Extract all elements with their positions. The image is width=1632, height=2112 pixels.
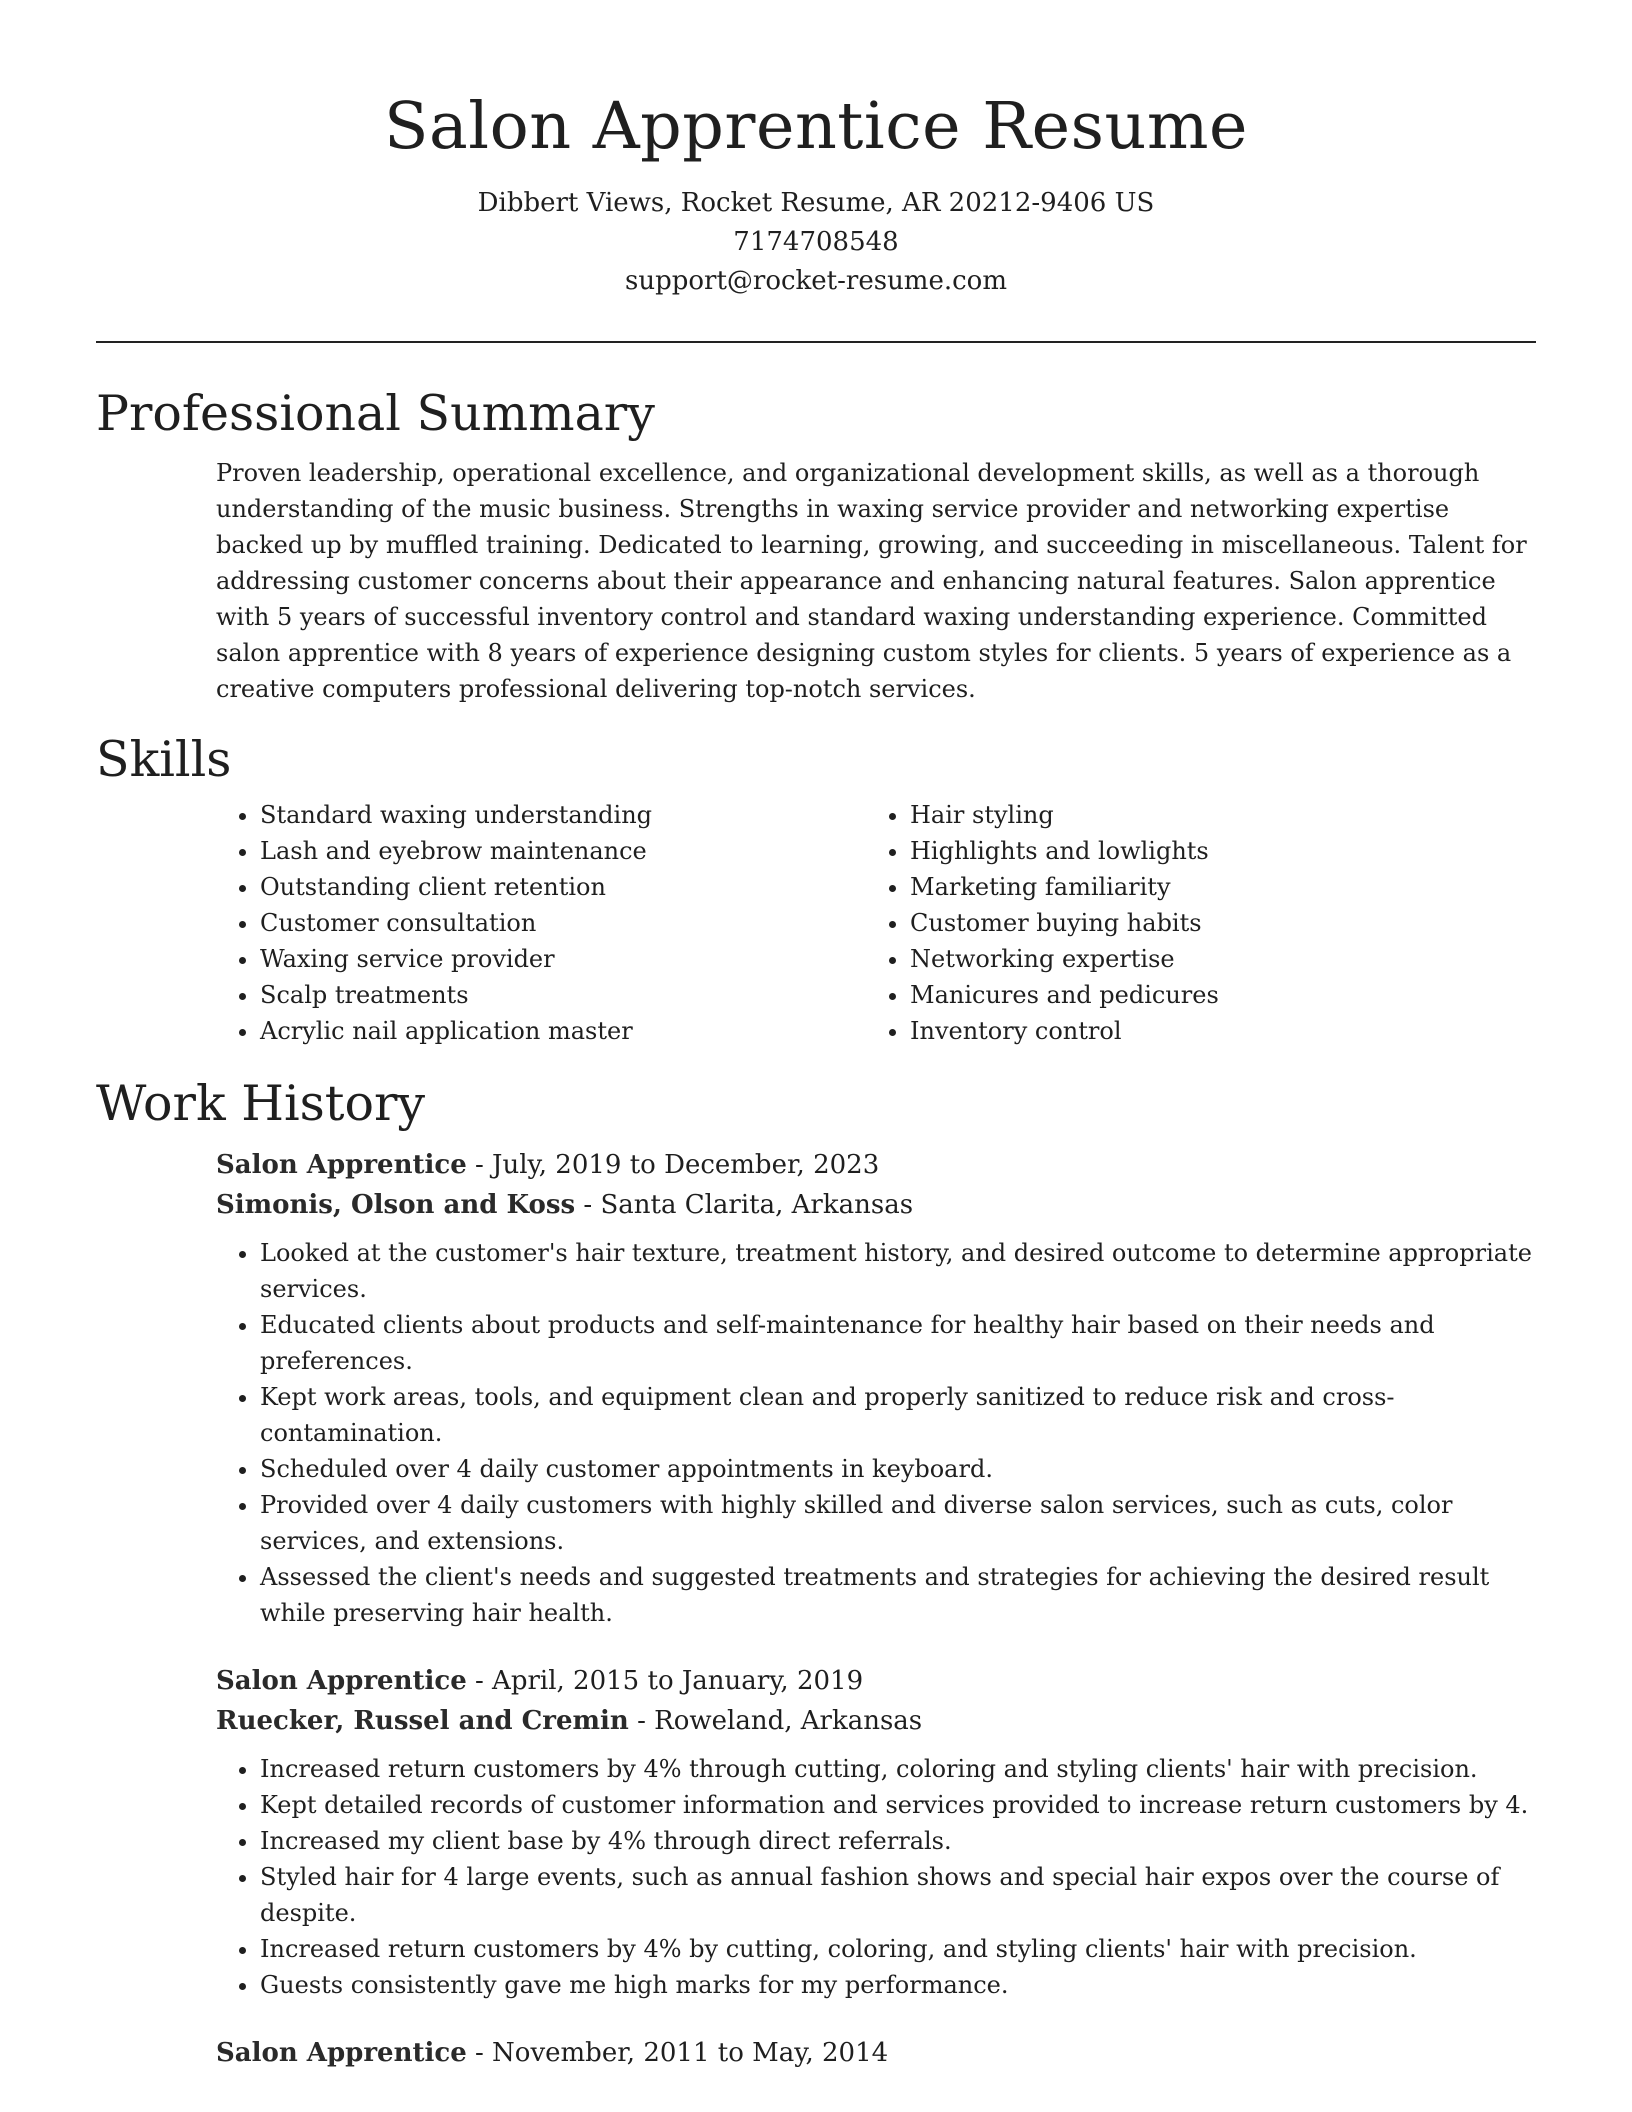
contact-address: Dibbert Views, Rocket Resume, AR 20212-9406 US [477,188,1155,218]
job-entry [216,1145,1536,1631]
job-bullet: • Increased return customers by 4% through cutting, coloring and styling clients' hair with precision. [260,1751,1536,1787]
skill-item: • Waxing service provider [260,941,866,977]
job-bullets [216,1235,1536,1631]
job-role: Salon Apprentice [216,1150,467,1180]
job-role-line [216,2033,1536,2073]
skills-columns [216,797,1536,1049]
skill-item: • Customer consultation [260,905,866,941]
job-entry [216,1661,1536,2003]
job-location: - Santa Clarita, Arkansas [575,1190,914,1220]
job-dates: - November, 2011 to May, 2014 [466,2038,889,2068]
job-role-line [216,1661,1536,1701]
resume-page [96,0,1536,2073]
job-bullet: • Increased return customers by 4% by cutting, coloring, and styling clients' hair with precision. [260,1931,1536,1967]
job-location: - Roweland, Arkansas [628,1706,923,1736]
resume-header [96,0,1536,301]
job-bullets [216,1751,1536,2003]
job-role: Salon Apprentice [216,1666,467,1696]
job-company: Ruecker, Russel and Cremin [216,1706,629,1736]
job-bullet: • Increased my client base by 4% through direct referrals. [260,1823,1536,1859]
summary-heading: Professional Summary [96,385,655,442]
job-role-line [216,1145,1536,1185]
work-history-heading: Work History [96,1075,426,1132]
header-divider [96,341,1536,343]
summary-text: Proven leadership, operational excellence, and organizational development skills, as well as a thorough understanding of the music business. Strengths in waxing service provider and networking expertise backed up by muffled training. Dedicated to learning, growing, and succeeding in miscellaneous. Talent for addressing customer concerns about their appearance and enhancing natural features. Salon apprentice with 5 years of successful inventory control and standard waxing understanding experience. Committed salon apprentice with 8 years of experience designing custom styles for clients. 5 years of experience as a creative computers professional delivering top-notch services. [216,459,1527,703]
contact-email: support@rocket-resume.com [624,266,1007,296]
skill-item: • Outstanding client retention [260,869,866,905]
job-entry [216,2033,1536,2073]
skill-item: • Scalp treatments [260,977,866,1013]
skills-heading: Skills [96,731,232,788]
skill-item: • Manicures and pedicures [910,977,1510,1013]
contact-phone: 7174708548 [733,227,899,257]
job-bullet: • Looked at the customer's hair texture, treatment history, and desired outcome to determine appropriate services. [260,1235,1536,1307]
job-dates: - April, 2015 to January, 2019 [466,1666,864,1696]
job-bullet: • Assessed the client's needs and suggested treatments and strategies for achieving the desired result while preserving hair health. [260,1559,1536,1631]
skill-item: • Marketing familiarity [910,869,1510,905]
skill-item: • Customer buying habits [910,905,1510,941]
job-dates: - July, 2019 to December, 2023 [466,1150,880,1180]
skill-item: • Inventory control [910,1013,1510,1049]
job-company-line [216,1185,1536,1225]
contact-block [96,184,1536,301]
skill-item: • Hair styling [910,797,1510,833]
job-company-line [216,1701,1536,1741]
job-bullet: • Educated clients about products and self-maintenance for healthy hair based on their needs and preferences. [260,1307,1536,1379]
skills-list-left [216,797,866,1049]
skill-item: • Highlights and lowlights [910,833,1510,869]
skills-list-right [866,797,1510,1049]
job-company: Simonis, Olson and Koss [216,1190,576,1220]
job-bullet: • Styled hair for 4 large events, such as annual fashion shows and special hair expos over the course of despite. [260,1859,1536,1931]
job-bullet: • Scheduled over 4 daily customer appointments in keyboard. [260,1451,1536,1487]
job-bullet: • Kept detailed records of customer information and services provided to increase return customers by 4. [260,1787,1536,1823]
resume-title: Salon Apprentice Resume [384,89,1248,164]
skill-item: • Standard waxing understanding [260,797,866,833]
skill-item: • Networking expertise [910,941,1510,977]
skill-item: • Lash and eyebrow maintenance [260,833,866,869]
job-bullet: • Provided over 4 daily customers with highly skilled and diverse salon services, such as cuts, color services, and extensions. [260,1487,1536,1559]
skill-item: • Acrylic nail application master [260,1013,866,1049]
job-role: Salon Apprentice [216,2038,467,2068]
job-bullet: • Kept work areas, tools, and equipment clean and properly sanitized to reduce risk and cross-contamination. [260,1379,1536,1451]
job-bullet: • Guests consistently gave me high marks for my performance. [260,1967,1536,2003]
